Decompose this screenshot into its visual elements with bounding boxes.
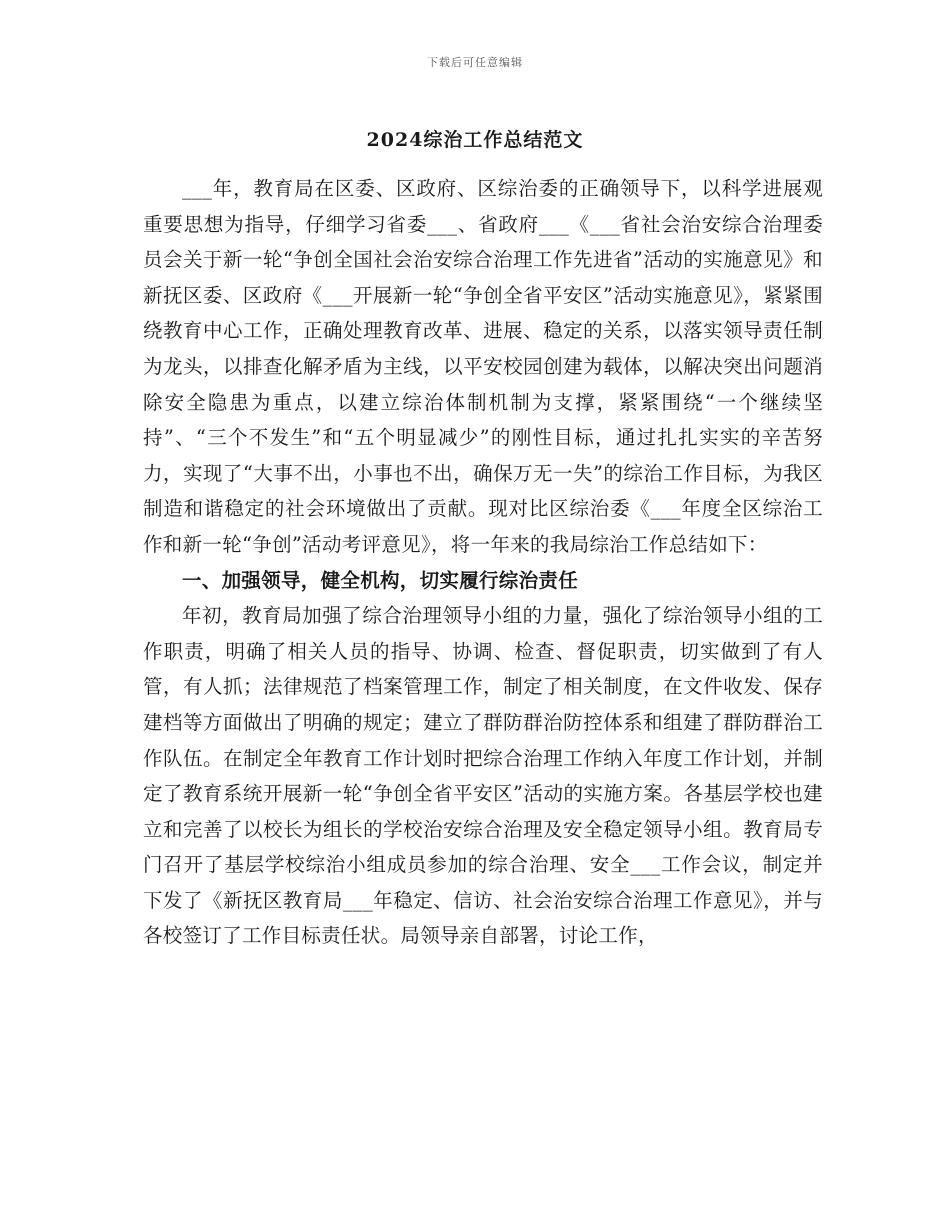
- document-body: [143, 171, 823, 954]
- paragraph-intro: ___年，教育局在区委、区政府、区综治委的正确领导下，以科学进展观重要思想为指导，仔细学习省委___、省政府___《___省社会治安综合治理委员会关于新一轮“争创全国社会治安综合治理工作先进省”活动的实施意见》和新抚区委、区政府《___开展新一轮“争创全省平安区”活动实施意见》，紧紧围绕教育中心工作，正确处理教育改革、进展、稳定的关系，以落实领导责任制为龙头，以排查化解矛盾为主线，以平安校园创建为载体，以解决突出问题消除安全隐患为重点，以建立综治体制机制为支撑，紧紧围绕“一个继续坚持”、“三个不发生”和“五个明显减少”的刚性目标，通过扎扎实实的辛苦努力，实现了“大事不出，小事也不出，确保万无一失”的综治工作目标，为我区制造和谐稳定的社会环境做出了贡献。现对比区综治委《___年度全区综治工作和新一轮“争创”活动考评意见》，将一年来的我局综治工作总结如下：: [143, 177, 823, 556]
- page-header-note: 下载后可任意编辑: [427, 56, 523, 69]
- section-heading-1: 一、加强领导，健全机构，切实履行综治责任: [182, 568, 579, 592]
- document-title: 2024综治工作总结范文: [366, 129, 584, 151]
- paragraph-section-1: 年初，教育局加强了综合治理领导小组的力量，强化了综治领导小组的工作职责，明确了相关人员的指导、协调、检查、督促职责，切实做到了有人管，有人抓；法律规范了档案管理工作，制定了相关制度，在文件收发、保存建档等方面做出了明确的规定；建立了群防群治防控体系和组建了群防群治工作队伍。在制定全年教育工作计划时把综合治理工作纳入年度工作计划，并制定了教育系统开展新一轮“争创全省平安区”活动的实施方案。各基层学校也建立和完善了以校长为组长的学校治安综合治理及安全稳定领导小组。教育局专门召开了基层学校综治小组成员参加的综合治理、安全___工作会议，制定并下发了《新抚区教育局___年稳定、信访、社会治安综合治理工作意见》，并与各校签订了工作目标责任状。局领导亲自部署，讨论工作，: [143, 604, 823, 948]
